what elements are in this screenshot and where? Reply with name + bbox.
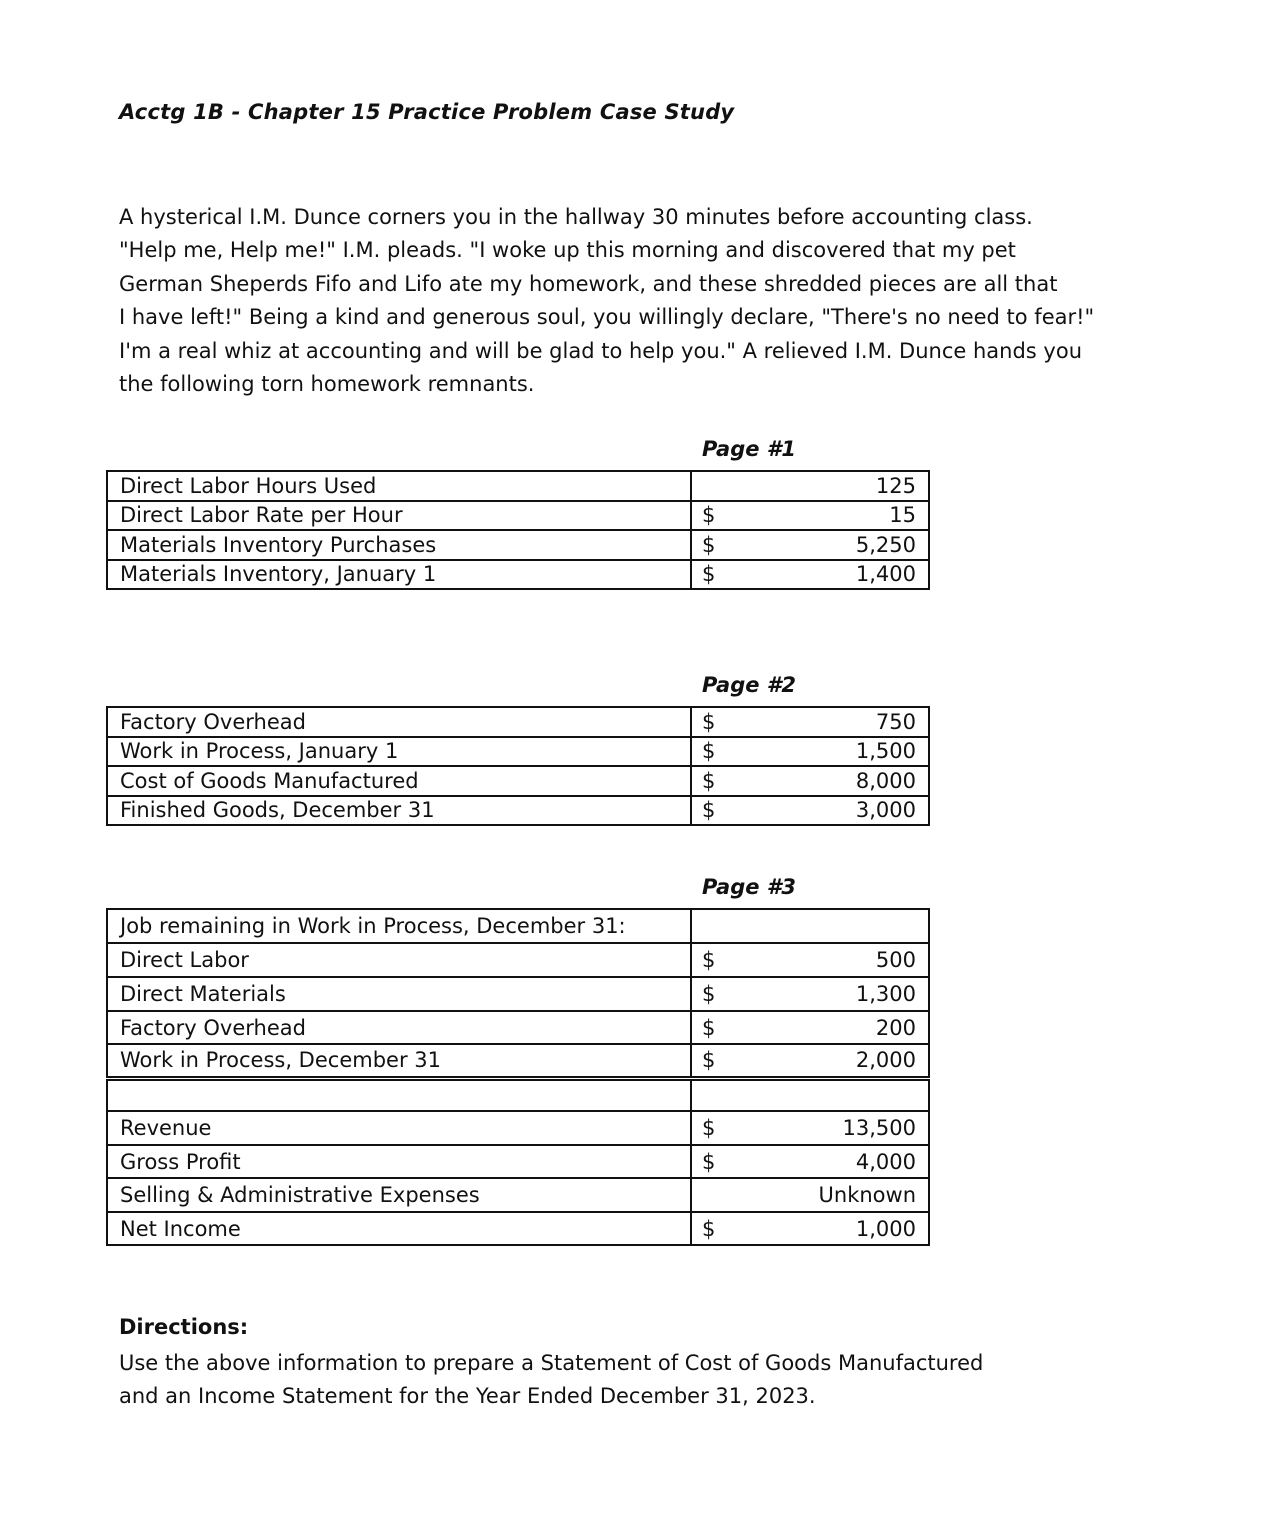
table-row [107,530,929,560]
row-label: Factory Overhead [107,707,691,737]
page-2-table [106,706,930,826]
row-value: 750 [875,709,916,734]
row-label: Cost of Goods Manufactured [107,766,691,796]
directions-text [119,1347,983,1414]
table-row [107,501,929,531]
row-label: Gross Profit [107,1145,691,1178]
row-value-cell [691,796,929,826]
row-value: 15 [889,503,916,528]
page-2-label: Page #2 [702,673,797,697]
row-label [107,1078,691,1111]
row-value-cell [691,909,929,943]
row-label: Revenue [107,1111,691,1145]
row-label: Direct Materials [107,977,691,1011]
row-label: Work in Process, January 1 [107,737,691,767]
row-label: Direct Labor [107,943,691,977]
row-value-cell [691,501,929,531]
table-row [107,1212,929,1245]
row-label: Materials Inventory, January 1 [107,560,691,590]
table-row [107,1145,929,1178]
row-value: 13,500 [842,1116,916,1140]
table-row [107,796,929,826]
dollar-sign: $ [702,982,716,1006]
table-row [107,560,929,590]
row-value: 200 [875,1015,916,1040]
row-value-cell [691,737,929,767]
page-1-label: Page #1 [702,437,797,461]
row-value-cell [691,1078,929,1111]
table-row [107,766,929,796]
directions-line: and an Income Statement for the Year Ended December 31, 2023. [119,1384,816,1409]
row-value-cell [691,707,929,737]
row-label: Selling & Administrative Expenses [107,1178,691,1212]
row-value: 3,000 [855,798,916,823]
row-value: 5,250 [855,532,916,557]
row-value-cell [691,766,929,796]
row-label: Finished Goods, December 31 [107,796,691,826]
row-value: 8,000 [855,768,916,793]
row-value: Unknown [818,1183,916,1207]
row-value-cell [691,1044,929,1078]
document-title: Acctg 1B - Chapter 15 Practice Problem Case Study [119,100,735,124]
table-row [107,943,929,977]
table-row [107,1011,929,1044]
page-3-label: Page #3 [702,875,797,899]
row-label: Job remaining in Work in Process, December 31: [107,909,691,943]
intro-line: the following torn homework remnants. [119,371,535,396]
row-value: 1,000 [855,1216,916,1241]
dollar-sign: $ [702,709,716,734]
dollar-sign: $ [702,532,716,557]
row-label: Work in Process, December 31 [107,1044,691,1078]
row-label: Direct Labor Rate per Hour [107,501,691,531]
table-row [107,707,929,737]
directions-line: Use the above information to prepare a Statement of Cost of Goods Manufactured [119,1351,984,1375]
row-value-cell [691,1178,929,1212]
directions-heading: Directions: [119,1315,249,1339]
row-value: 1,400 [855,562,916,587]
row-value-cell [691,560,929,590]
intro-line: A hysterical I.M. Dunce corners you in the hallway 30 minutes before accounting class. [119,205,1033,229]
dollar-sign: $ [702,948,716,972]
row-value-cell [691,1011,929,1044]
dollar-sign: $ [702,768,716,793]
table-row [107,1111,929,1145]
intro-line: German Sheperds Fifo and Lifo ate my homework, and these shredded pieces are all that [119,271,1058,296]
dollar-sign: $ [702,1116,716,1140]
row-value-cell [691,530,929,560]
table-row [107,737,929,767]
row-value-cell [691,1145,929,1178]
row-label: Factory Overhead [107,1011,691,1044]
row-value: 125 [875,473,916,498]
row-value-cell [691,977,929,1011]
row-label: Direct Labor Hours Used [107,471,691,501]
row-value-cell [691,1212,929,1245]
row-value: 2,000 [855,1048,916,1073]
row-value: 1,300 [855,982,916,1006]
page-1-table [106,470,930,590]
page-3-table [106,908,930,1246]
intro-line: I have left!" Being a kind and generous soul, you willingly declare, "There's no need to fear!" [119,305,1095,330]
dollar-sign: $ [702,798,716,823]
row-value-cell [691,943,929,977]
row-label: Net Income [107,1212,691,1245]
table-row [107,1078,929,1111]
intro-line: I'm a real whiz at accounting and will be glad to help you." A relieved I.M. Dunce hands you [119,338,1083,363]
row-label: Materials Inventory Purchases [107,530,691,560]
row-value: 1,500 [855,739,916,764]
table-row [107,977,929,1011]
row-value-cell [691,471,929,501]
dollar-sign: $ [702,1048,716,1073]
dollar-sign: $ [702,1015,716,1040]
dollar-sign: $ [702,739,716,764]
dollar-sign: $ [702,1216,716,1241]
intro-line: "Help me, Help me!" I.M. pleads. "I woke up this morning and discovered that my pet [119,238,1016,263]
table-row [107,471,929,501]
table-row [107,1178,929,1212]
dollar-sign: $ [702,562,716,587]
row-value: 4,000 [855,1149,916,1174]
table-row [107,909,929,943]
row-value: 500 [875,948,916,972]
row-value-cell [691,1111,929,1145]
dollar-sign: $ [702,503,716,528]
table-row [107,1044,929,1078]
dollar-sign: $ [702,1149,716,1174]
intro-paragraph [119,201,1119,401]
